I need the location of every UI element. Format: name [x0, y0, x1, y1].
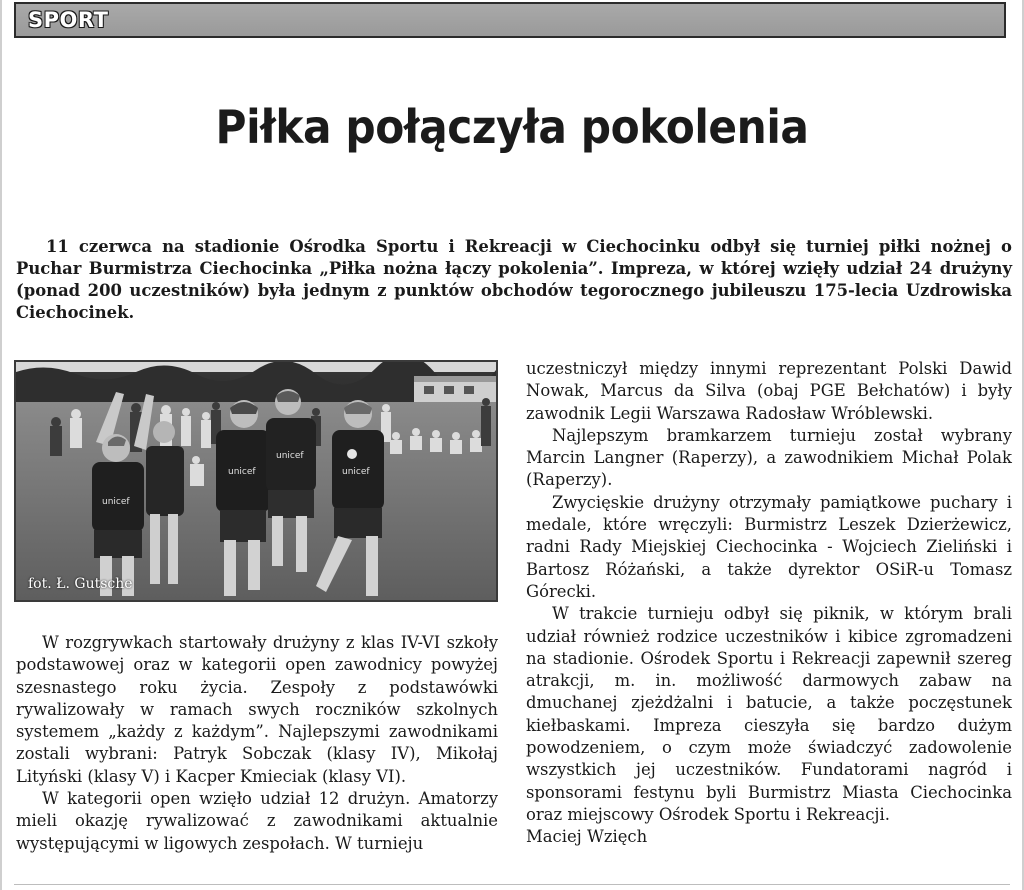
paragraph: Najlepszym bramkarzem turnieju został wybrany Marcin Langner (Raperzy), a zawodnikiem Michał Polak (Raperzy). [526, 425, 1012, 490]
column-right [526, 358, 1012, 849]
page-edge-left [0, 0, 2, 890]
paragraph: W rozgrywkach startowały drużyny z klas IV-VI szkoły podstawowej oraz w kategorii open zawodnicy powyżej szesnastego roku życia. Zespoły z podstawówki rywalizowały w ramach swych roczników szkolnych systemem „każdy z każdym”. Najlepszymi zawodnikami zostali wybrani: Patryk Sobczak (klasy IV), Mikołaj Lityński (klasy V) i Kacper Kmieciak (klasy VI). [16, 633, 498, 786]
paragraph: W kategorii open wzięło udział 12 drużyn. Amatorzy mieli okazję rywalizować z zawodnikami aktualnie występującymi w ligowych zespołach. W turnieju [16, 789, 498, 853]
svg-text:unicef: unicef [276, 451, 304, 461]
paragraph: W trakcie turnieju odbył się piknik, w którym brali udział również rodzice uczestników i kibice zgromadzeni na stadionie. Ośrodek Sportu i Rekreacji zapewnił szereg atrakcji, m. in. możliwość darmowych zabaw na dmuchanej zjeżdżalni i batucie, a także poczęstunek kiełbaskami. Impreza cieszyła się bardzo dużym powodzeniem, o czym może świadczyć zadowolenie wszystkich jej uczestników. Fundatorami nagród i sponsorami festynu byli Burmistrz Miasta Ciechocinka oraz miejscowy Ośrodek Sportu i Rekreacji. [526, 604, 1012, 824]
article-photo [14, 360, 498, 602]
photo-credit: fot. Ł. Gutsche [28, 576, 133, 592]
svg-text:unicef: unicef [102, 497, 130, 507]
article-title: Piłka połączyła pokolenia [215, 100, 809, 154]
football-players-photo [16, 362, 496, 600]
paragraph-continued: uczestniczył między innymi reprezentant Polski Dawid Nowak, Marcus da Silva (obaj PGE Bełchatów) i były zawodnik Legii Warszawa Radosław Wróblewski. [526, 359, 1012, 423]
section-header-bar [14, 2, 1006, 38]
bottom-divider [14, 884, 1010, 885]
svg-text:unicef: unicef [228, 467, 256, 477]
article-lead: 11 czerwca na stadionie Ośrodka Sportu i Rekreacji w Ciechocinku odbył się turniej piłki nożnej o Puchar Burmistrza Ciechocinka „Piłka nożna łączy pokolenia”. Impreza, w której wzięły udział 24 drużyny (ponad 200 uczestników) była jednym z punktów obchodów tegorocznego jubileuszu 175-lecia Uzdrowiska Ciechocinek. [16, 237, 1012, 322]
article-author: Maciej Wzięch [526, 827, 648, 847]
section-label: SPORT [28, 8, 109, 32]
column-left [16, 632, 498, 855]
paragraph: Zwycięskie drużyny otrzymały pamiątkowe puchary i medale, które wręczyli: Burmistrz Leszek Dzierżewicz, radni Rady Miejskiej Ciechocinka - Wojciech Zieliński i Bartosz Różański, a także dyrektor OSiR-u Tomasz Górecki. [526, 492, 1012, 601]
svg-text:unicef: unicef [342, 467, 370, 477]
